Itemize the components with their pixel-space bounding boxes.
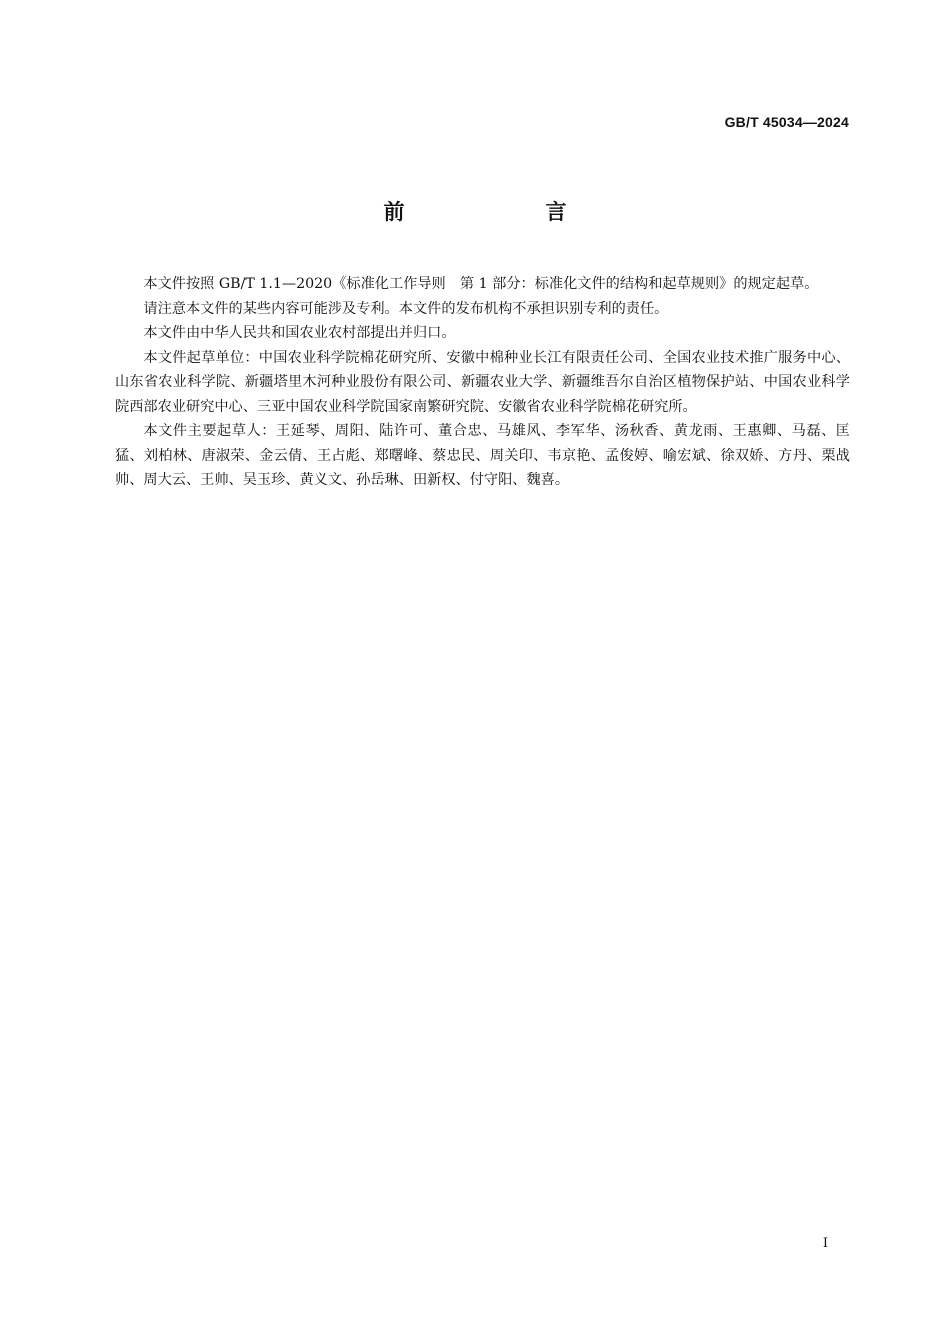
paragraph-main-drafters: 本文件主要起草人：王延琴、周阳、陆许可、董合忠、马雄风、李军华、汤秋香、黄龙雨、王惠卿、马磊、匡猛、刘柏林、唐淑荣、金云倩、王占彪、郑曙峰、蔡忠民、周关印、韦京艳、孟俊婷、喻宏斌、徐双娇、方丹、栗战帅、周大云、王帅、吴玉珍、黄义文、孙岳琳、田新权、付守阳、魏喜。 — [115, 423, 850, 488]
paragraph-drafting-rules: 本文件按照 GB/T 1.1—2020《标准化工作导则 第 1 部分：标准化文件的结构和起草规则》的规定起草。 — [143, 276, 819, 292]
paragraph-drafting-units: 本文件起草单位：中国农业科学院棉花研究所、安徽中棉种业长江有限责任公司、全国农业技术推广服务中心、山东省农业科学院、新疆塔里木河种业股份有限公司、新疆农业大学、新疆维吾尔自治区植物保护站、中国农业科学院西部农业研究中心、三亚中国农业科学院国家南繁研究院、安徽省农业科学院棉花研究所。 — [115, 349, 850, 415]
paragraph-proposer: 本文件由中华人民共和国农业农村部提出并归口。 — [143, 325, 456, 341]
page-title: 前 言 — [383, 200, 627, 224]
paragraph-patent-notice: 请注意本文件的某些内容可能涉及专利。本文件的发布机构不承担识别专利的责任。 — [143, 300, 669, 317]
foreword-body — [115, 272, 850, 493]
document-code: GB/T 45034—2024 — [724, 114, 849, 130]
page-number: I — [822, 1236, 828, 1251]
